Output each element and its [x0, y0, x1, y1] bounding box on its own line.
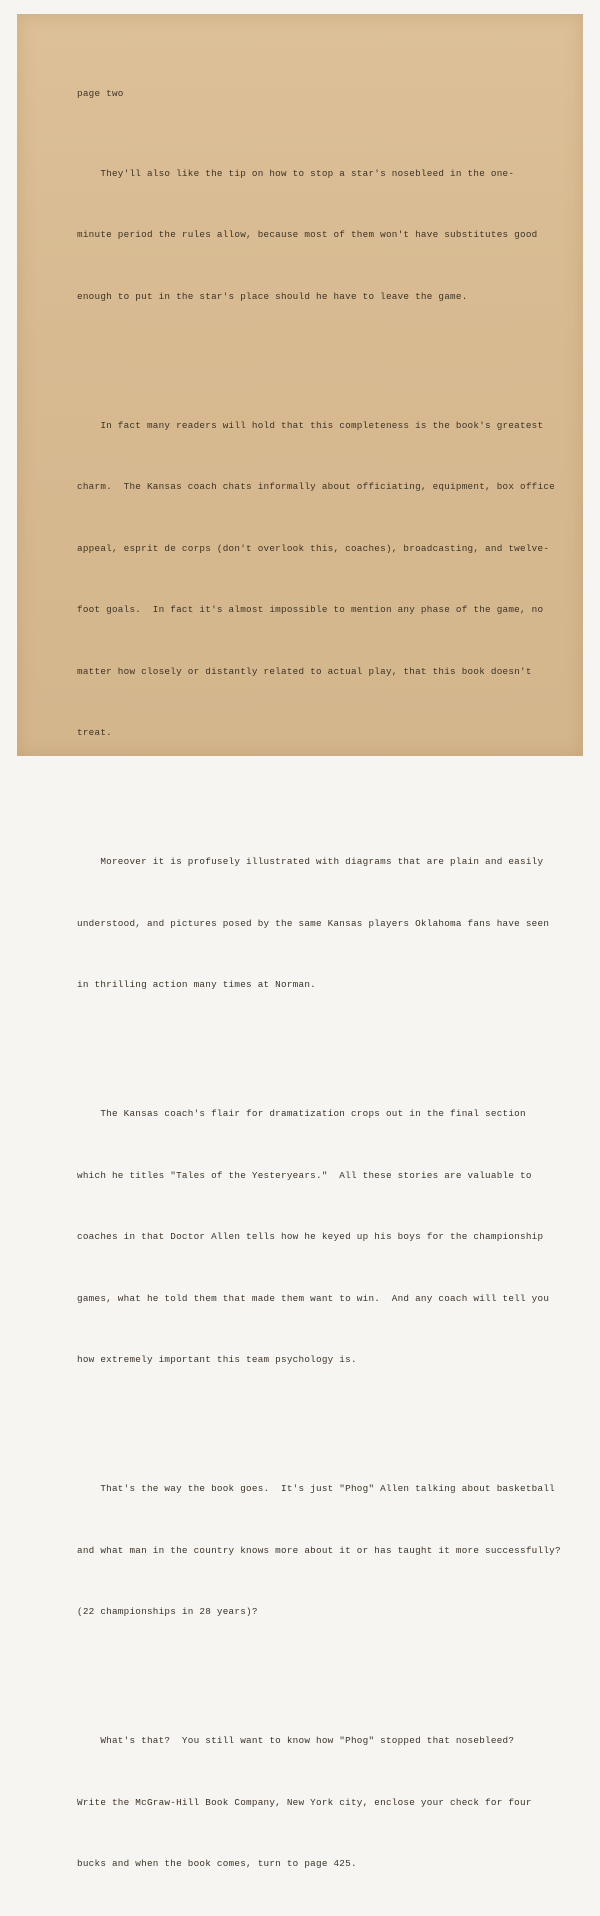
- typed-page: [17, 14, 583, 1869]
- text-line: charm. The Kansas coach chats informally about officiating, equipment, box office: [77, 481, 555, 492]
- text-line: how extremely important this team psychology is.: [77, 1354, 357, 1365]
- paragraph-gap: [77, 1664, 547, 1670]
- text-line: enough to put in the star's place should he have to leave the game.: [77, 290, 468, 302]
- text-line: Write the McGraw-Hill Book Company, New York city, enclose your check for four: [77, 1796, 532, 1808]
- text-line: which he titles "Tales of the Yesteryears." All these stories are valuable to: [77, 1169, 532, 1181]
- text-line: appeal, esprit de corps (don't overlook this, coaches), broadcasting, and twelve-: [77, 542, 550, 554]
- text-line: understood, and pictures posed by the same Kansas players Oklahoma fans have seen: [77, 917, 550, 929]
- text-line: In fact many readers will hold that this completeness is the book's greatest: [77, 419, 544, 431]
- text-line: foot goals. In fact it's almost impossible to mention any phase of the game, no: [77, 604, 544, 615]
- text-line: bucks and when the book comes, turn to page 425.: [77, 1858, 357, 1869]
- typed-text-block: [77, 44, 561, 1916]
- text-line: treat.: [77, 727, 112, 738]
- paragraph-gap: [77, 785, 547, 791]
- text-line: in thrilling action many times at Norman.: [77, 979, 316, 990]
- text-line: (22 championships in 28 years)?: [77, 1606, 258, 1617]
- text-line: matter how closely or distantly related to actual play, that this book doesn't: [77, 665, 532, 677]
- text-line: coaches in that Doctor Allen tells how he keyed up his boys for the championship: [77, 1231, 544, 1242]
- page-header: page two: [77, 88, 124, 99]
- paragraph-gap: [77, 348, 547, 354]
- text-line: minute period the rules allow, because most of them won't have substitutes good: [77, 229, 538, 240]
- text-line: They'll also like the tip on how to stop a star's nosebleed in the one-: [77, 167, 515, 179]
- paragraph-gap: [77, 1412, 547, 1418]
- text-line: and what man in the country knows more about it or has taught it more successfully?: [77, 1544, 561, 1556]
- text-line: What's that? You still want to know how "Phog" stopped that nosebleed?: [77, 1735, 515, 1746]
- text-line: The Kansas coach's flair for dramatization crops out in the final section: [77, 1108, 526, 1119]
- paragraph-gap: [77, 1037, 547, 1043]
- text-line: Moreover it is profusely illustrated with diagrams that are plain and easily: [77, 856, 544, 867]
- text-line: games, what he told them that made them want to win. And any coach will tell you: [77, 1292, 550, 1304]
- text-line: That's the way the book goes. It's just "Phog" Allen talking about basketball: [77, 1483, 555, 1494]
